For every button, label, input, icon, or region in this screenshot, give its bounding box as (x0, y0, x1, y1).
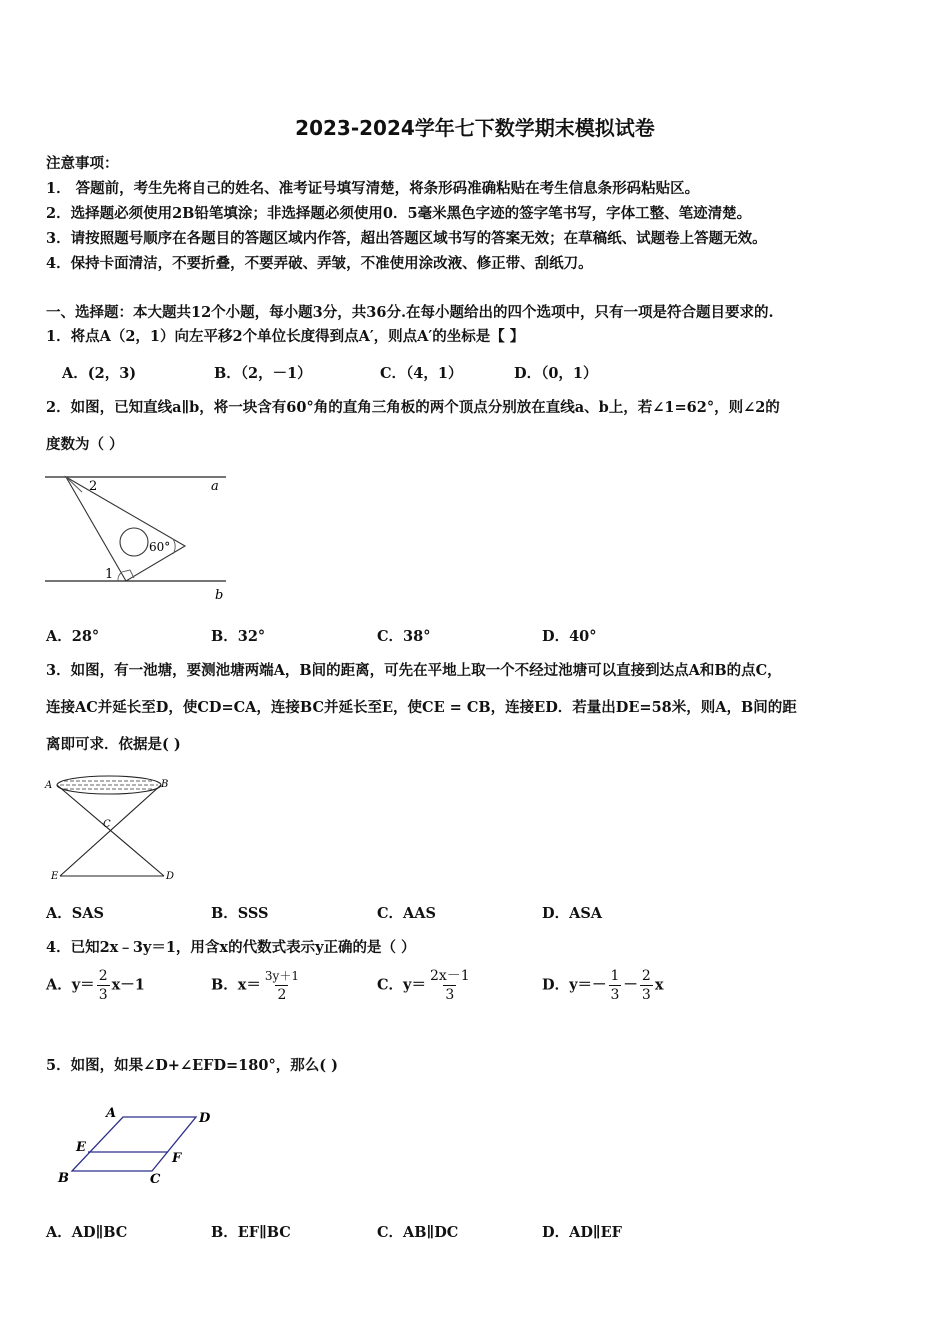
label-d: D (166, 871, 175, 882)
segment-be (60, 785, 161, 876)
denominator: 2 (277, 987, 287, 1003)
section-heading: 一、选择题：本大题共12个小题，每小题3分，共36分.在每小题给出的四个选项中，只有一项是符合题目要求的. (46, 304, 774, 321)
q5-stem: 5．如图，如果∠D+∠EFD=180°，那么( ) (46, 1057, 338, 1074)
label-angle1: 1 (105, 567, 114, 582)
q1-stem: 1．将点A（2，1）向左平移2个单位长度得到点A′，则点A′的坐标是【 】 (46, 328, 525, 345)
denominator: 3 (445, 987, 455, 1003)
q1-option-b[interactable]: B．（2，－1） (214, 365, 312, 382)
q1-option-a[interactable]: A．(2，3) (62, 365, 137, 382)
fraction (640, 967, 653, 1004)
q4-stem: 4．已知2x﹣3y＝1，用含x的代数式表示y正确的是（ ） (46, 939, 416, 956)
q2-stem-line1: 2．如图，已知直线a∥b，将一块含有60°角的直角三角板的两个顶点分别放在直线a、b上，若∠1=62°，则∠2的 (46, 399, 780, 416)
notice-item: 1． 答题前，考生先将自己的姓名、准考证号填写清楚，将条形码准确粘贴在考生信息条形码粘贴区。 (46, 180, 700, 197)
numerator: 2x－1 (429, 968, 470, 984)
q3-figure (40, 768, 180, 886)
label-b: B (58, 1171, 69, 1186)
denominator: 3 (98, 987, 108, 1003)
denominator: 3 (641, 987, 651, 1003)
label-a: A (45, 780, 53, 791)
q5-option-b[interactable]: B．EF∥BC (211, 1224, 291, 1241)
q5-figure (45, 1100, 225, 1192)
fraction (609, 967, 622, 1004)
q4-b-prefix: B．x＝ (211, 976, 261, 994)
q5-option-a[interactable]: A．AD∥BC (46, 1224, 128, 1241)
label-60: 60° (149, 540, 171, 554)
q1-option-d[interactable]: D．（0，1） (514, 365, 598, 382)
notice-item: 4．保持卡面清洁，不要折叠，不要弄破、弄皱，不准使用涂改液、修正带、刮纸刀。 (46, 255, 593, 272)
q2-option-d[interactable]: D．40° (542, 628, 597, 645)
label-a: a (211, 479, 219, 494)
label-e: E (51, 871, 59, 882)
q4-d-mid: － (623, 976, 638, 994)
q3-option-c[interactable]: C．AAS (377, 905, 437, 922)
notice-heading: 注意事项： (46, 155, 119, 172)
triangle (66, 477, 185, 581)
q3-option-a[interactable]: A．SAS (46, 905, 104, 922)
label-b: b (215, 588, 224, 603)
label-c: C (150, 1172, 161, 1187)
triangle-hole (120, 528, 148, 556)
q4-a-prefix: A．y＝ (46, 976, 95, 994)
notice-item: 3．请按照题号顺序在各题目的答题区域内作答，超出答题区域书写的答案无效；在草稿纸、试题卷上答题无效。 (46, 230, 767, 247)
page-title: 2023-2024学年七下数学期末模拟试卷 (295, 116, 655, 140)
label-a: A (106, 1106, 117, 1121)
q4-option-b[interactable] (211, 967, 303, 1004)
q4-option-c[interactable] (377, 967, 474, 1004)
q2-figure (40, 468, 240, 606)
q2-stem-line2: 度数为（ ） (46, 436, 124, 453)
numerator: 2 (98, 968, 108, 984)
q4-d-suffix: x (654, 976, 664, 994)
q4-option-a[interactable] (46, 967, 145, 1004)
q1-option-c[interactable]: C．（4，1） (380, 365, 463, 382)
q3-option-b[interactable]: B．SSS (211, 905, 269, 922)
fraction (428, 967, 472, 1004)
q2-option-a[interactable]: A．28° (46, 628, 100, 645)
notice-item: 2．选择题必须使用2B铅笔填涂；非选择题必须使用0．5毫米黑色字迹的签字笔书写，字体工整、笔迹清楚。 (46, 205, 752, 222)
fraction (263, 967, 301, 1004)
q3-stem-line2: 连接AC并延长至D，使CD=CA，连接BC并延长至E，使CE = CB，连接ED．若量出DE=58米，则A，B间的距 (46, 699, 797, 716)
fraction (97, 967, 110, 1004)
numerator: 2 (641, 968, 651, 984)
q4-option-d[interactable] (542, 967, 664, 1004)
label-e: E (76, 1140, 86, 1155)
label-b: B (161, 779, 169, 790)
q4-d-prefix: D．y＝－ (542, 976, 607, 994)
label-d: D (199, 1111, 211, 1126)
q5-option-d[interactable]: D．AD∥EF (542, 1224, 622, 1241)
q3-stem-line3: 离即可求．依据是( ) (46, 736, 181, 753)
numerator: 3y＋1 (264, 969, 299, 983)
q3-option-d[interactable]: D．ASA (542, 905, 603, 922)
denominator: 3 (610, 987, 620, 1003)
numerator: 1 (610, 968, 620, 984)
q5-option-c[interactable]: C．AB∥DC (377, 1224, 459, 1241)
label-c: C (103, 819, 111, 830)
q2-option-c[interactable]: C．38° (377, 628, 431, 645)
q2-option-b[interactable]: B．32° (211, 628, 266, 645)
q4-a-suffix: x－1 (111, 976, 145, 994)
label-f: F (172, 1151, 182, 1166)
q3-stem-line1: 3．如图，有一池塘，要测池塘两端A，B间的距离，可先在平地上取一个不经过池塘可以直接到达点A和B的点C， (46, 662, 782, 679)
label-angle2: 2 (89, 479, 98, 494)
q4-c-prefix: C．y＝ (377, 976, 426, 994)
